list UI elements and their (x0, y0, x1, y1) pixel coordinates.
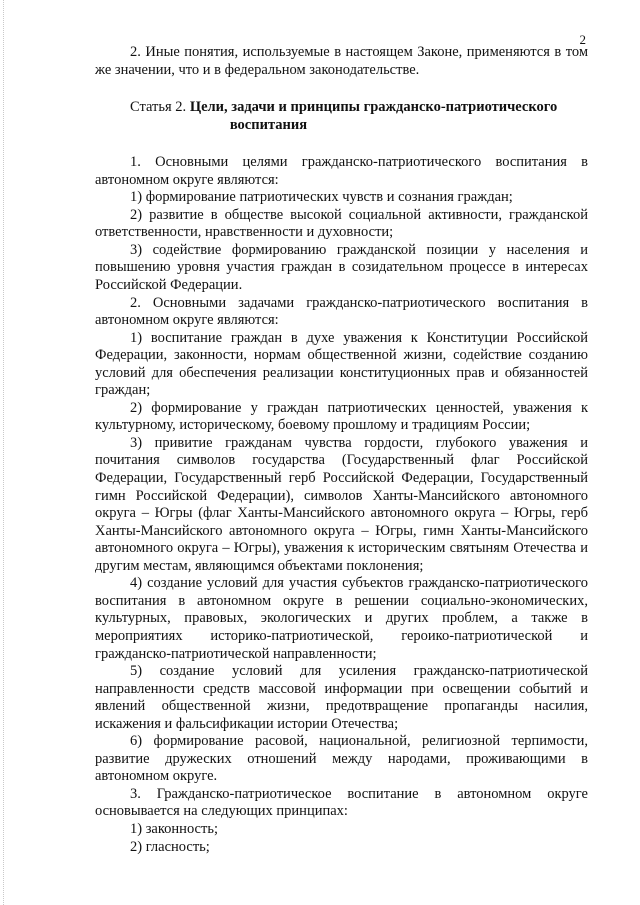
paragraph: 4) создание условий для участия субъектов гражданско-патриотического воспитания в автономном округе в решении социально-экономических, культурных, правовых, экологических и других проблем, а также в мероприятиях историко-патриотической, героико-патриотической и гражданско-патриотической направленности; (95, 575, 588, 662)
paragraph: 6) формирование расовой, национальной, религиозной терпимости, развитие дружеских отношений между народами, проживающими в автономном округе. (95, 733, 588, 785)
article-title-line2: воспитания (229, 116, 308, 133)
article-title (190, 99, 588, 134)
paragraph: 5) создание условий для усиления гражданско-патриотической направленности средств массовой информации при освещении событий и явлений общественной жизни, предотвращение пропаганды насилия, искажения и фальсификации истории Отечества; (95, 663, 588, 732)
paragraph: 3) содействие формированию гражданской позиции у населения и повышению уровня участия граждан в созидательном процессе в интересах Российской Федерации. (95, 241, 588, 294)
article-title-line1: Цели, задачи и принципы гражданско-патриотического (189, 99, 558, 116)
paragraph: 2) формирование у граждан патриотических ценностей, уважения к культурному, историческому, боевому прошлому и традициям России; (95, 399, 588, 434)
intro-paragraph: 2. Иные понятия, используемые в настоящем Законе, применяются в том же значении, что и в федеральном законодательстве. (95, 44, 588, 78)
paragraph: 1) формирование патриотических чувств и сознания граждан; (130, 189, 513, 206)
paragraph: 2) гласность; (130, 838, 210, 855)
page-number: 2 (579, 32, 586, 47)
paragraph: 2) развитие в обществе высокой социальной активности, гражданской ответственности, нравственности и духовности; (95, 206, 588, 241)
scan-edge (3, 0, 5, 905)
paragraph: 1) воспитание граждан в духе уважения к Конституции Российской Федерации, законности, нормам общественной жизни, содействие созданию условий для обеспечения реализации конституционных прав и обязанностей граждан; (95, 329, 588, 399)
paragraph: 2. Основными задачами гражданско-патриотического воспитания в автономном округе являются: (95, 294, 588, 329)
article-heading (95, 99, 588, 134)
paragraph: 3) привитие гражданам чувства гордости, глубокого уважения и почитания символов государства (Государственный флаг Российской Федерации, Государственный герб Российской Федерации, Государственный гимн Российской Федерации), символов Ханты-Мансийского автономного округа – Югры (флаг Ханты-Мансийского автономного округа – Югры, герб Ханты-Мансийского автономного округа – Югры, гимн Ханты-Мансийского автономного округа – Югры), уважения к историческим святыням Отечества и другим местам, являющимся объектами поклонения; (95, 434, 588, 574)
paragraph: 1) законность; (130, 820, 218, 837)
document-body (95, 44, 588, 856)
paragraph: 3. Гражданско-патриотическое воспитание в автономном округе основывается на следующих принципах: (95, 785, 588, 820)
article-label: Статья 2. (130, 99, 190, 116)
paragraph: 1. Основными целями гражданско-патриотического воспитания в автономном округе являются: (95, 154, 588, 188)
